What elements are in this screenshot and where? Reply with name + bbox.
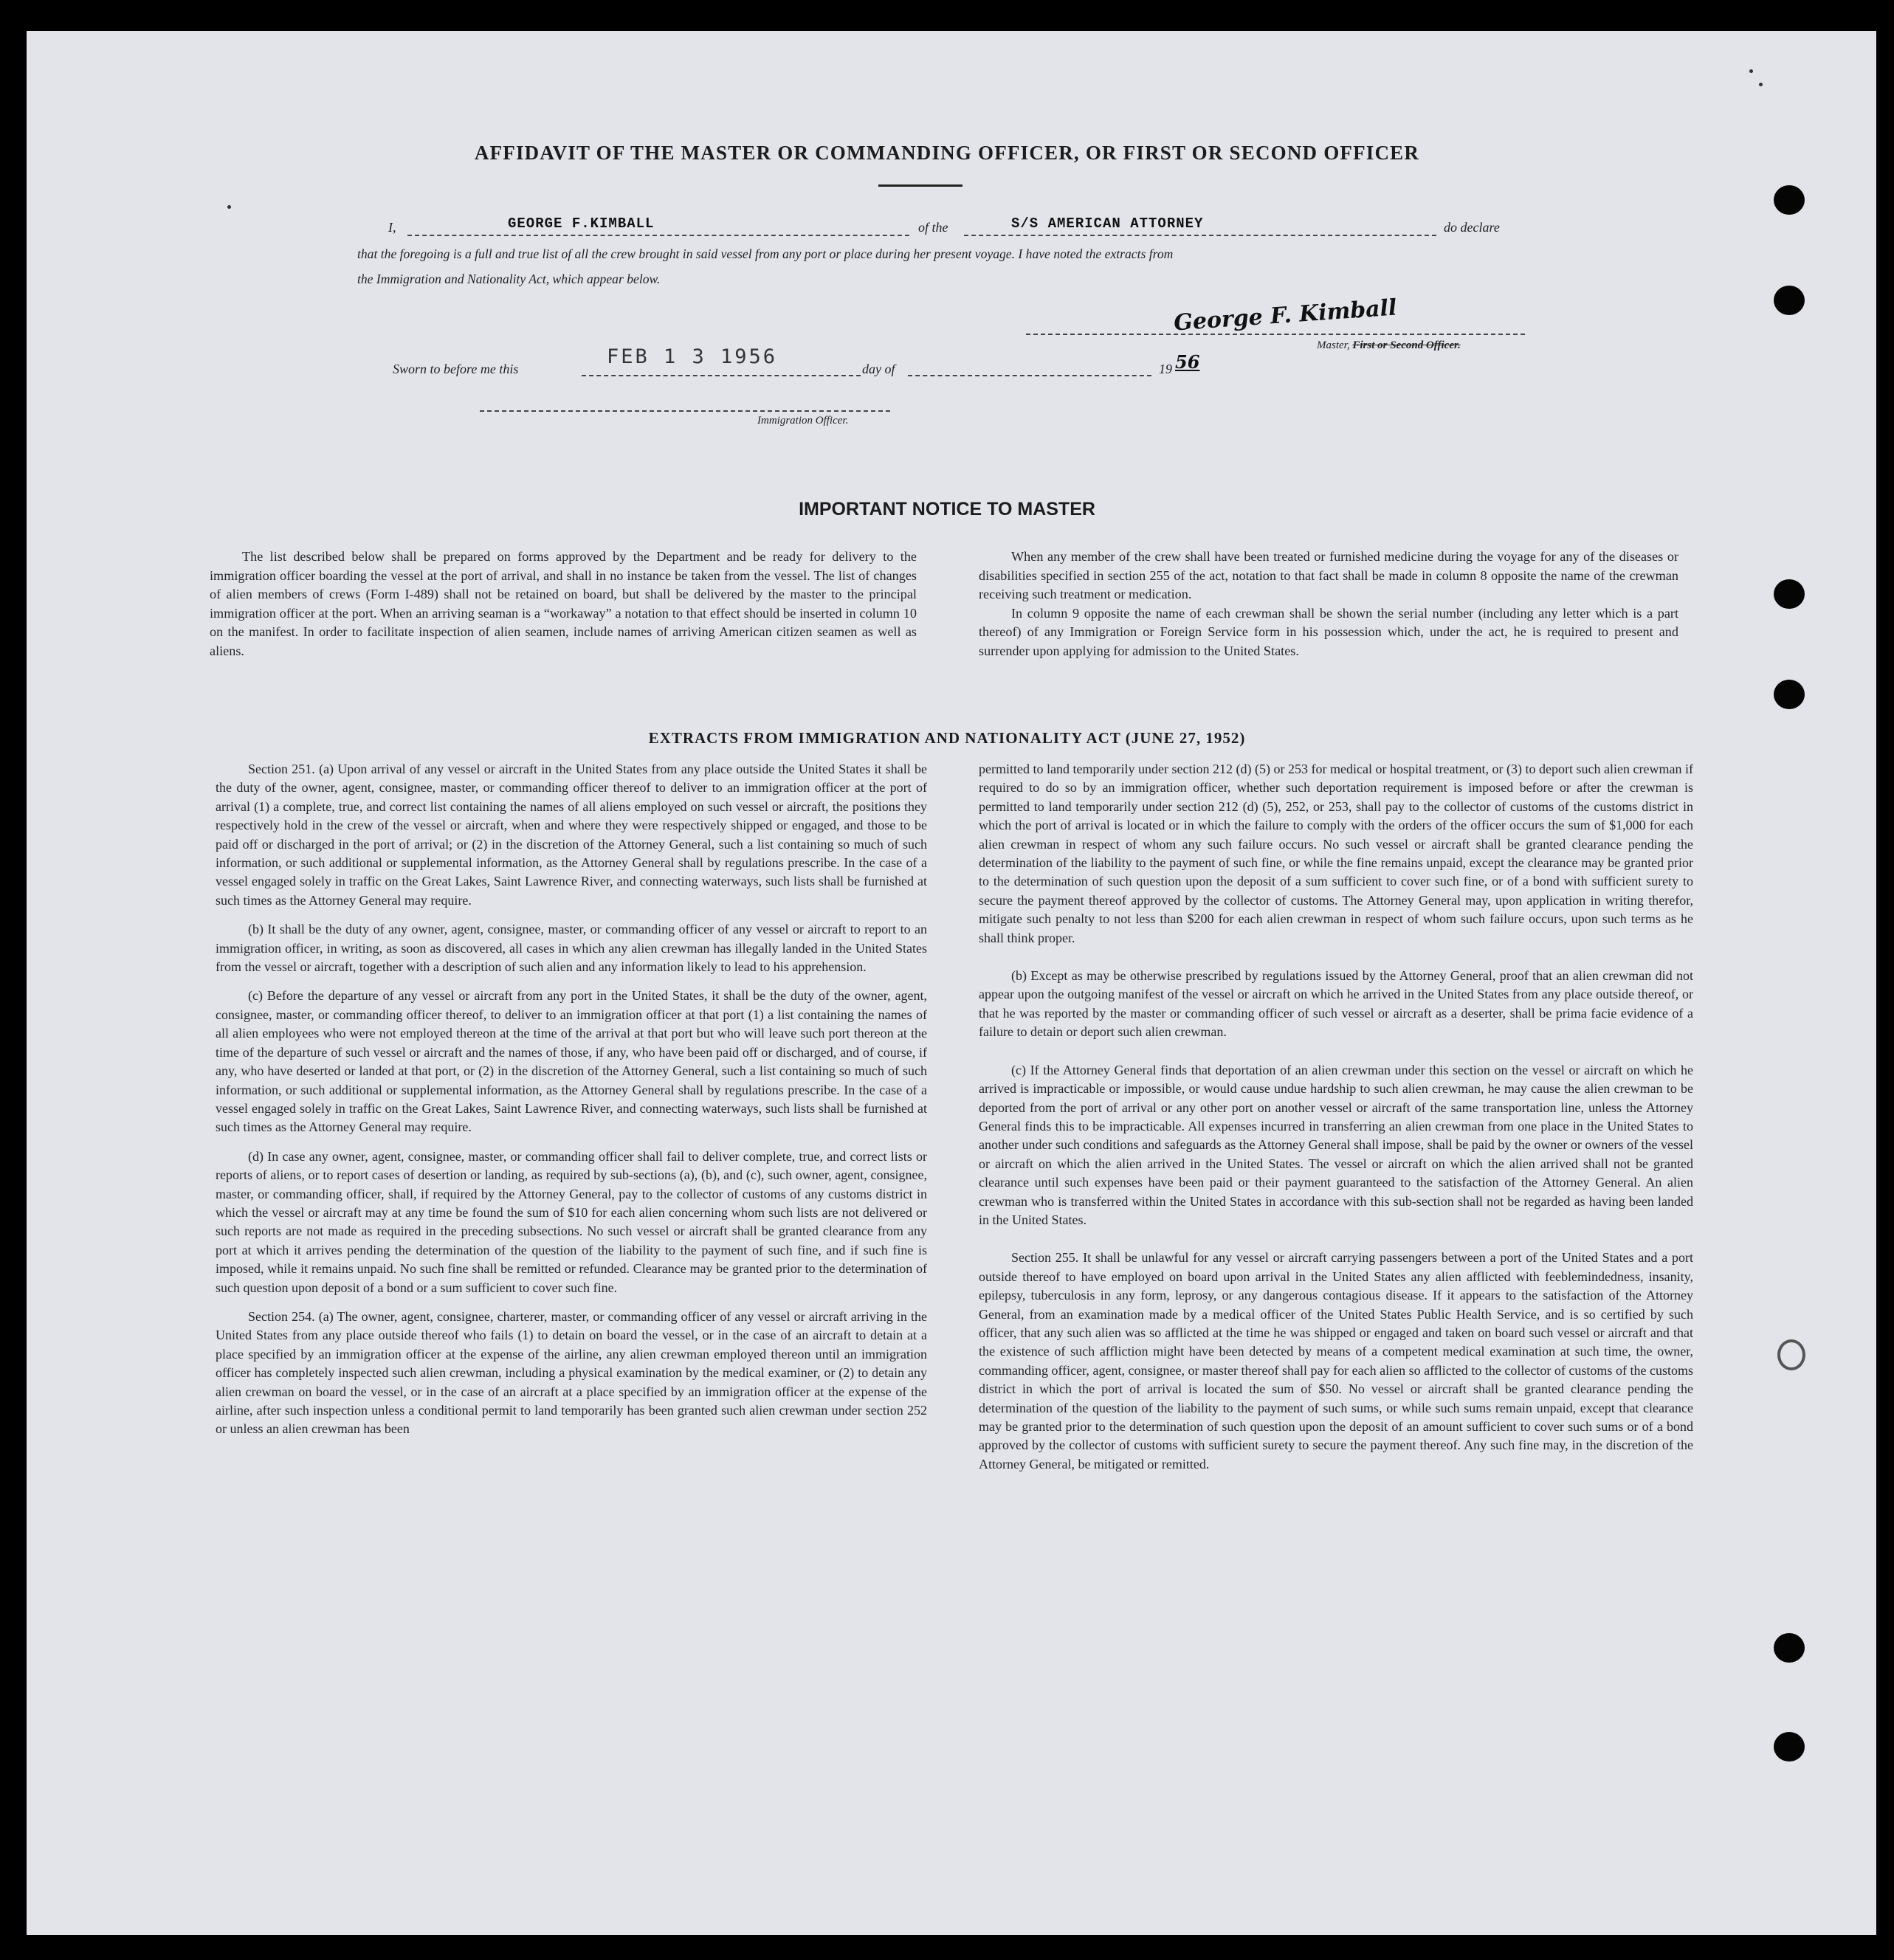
master-name-line (407, 235, 909, 236)
punch-hole-torn (1777, 1339, 1805, 1370)
sworn-date-line (582, 375, 861, 376)
punch-hole (1774, 579, 1805, 609)
affidavit-title: AFFIDAVIT OF THE MASTER OR COMMANDING OFFICER, OR FIRST OR SECOND OFFICER (474, 142, 1420, 164)
punch-hole (1774, 185, 1805, 215)
extracts-heading: EXTRACTS FROM IMMIGRATION AND NATIONALITY ACT (JUNE 27, 1952) (648, 729, 1246, 747)
master-signature: George F. Kimball (1173, 294, 1398, 337)
notice-left-column (210, 548, 917, 661)
notice-right-column (979, 548, 1678, 661)
section-251-c: (c) Before the departure of any vessel or aircraft from any port in the United States, it shall be the duty of the owner, agent, consignee, master, or commanding officer thereof, to deliver to an immigration officer at that port (1) a list containing the names of all alien employees who were not employed thereon at the time of the arrival at that port but who will leave such port thereon at the time of the departure of such vessel or aircraft and the names of those, if any, who have been paid off or discharged, and of course, if any, who have deserted or landed at that port, or (2) in the discretion of the Attorney General, such a list containing so much of such information, or such additional or supplemental information, as the Attorney General shall by regulations prescribe. In the case of a vessel engaged solely in traffic on the Great Lakes, Saint Lawrence River, and connecting waterways, such lists shall be furnished at such times as the Attorney General may require. (216, 988, 927, 1135)
extracts-right-column (979, 760, 1693, 1474)
declarant-label: I, (388, 220, 396, 235)
month-line (908, 375, 1151, 376)
notice-right-paragraph-1: When any member of the crew shall have been treated or furnished medicine during the voyage for any of the diseases or disabilities specified in section 255 of the act, notation to that fact shall be made in column 8 opposite the name of the crewman receiving such treatment or medication. (979, 549, 1678, 602)
section-254-b: (b) Except as may be otherwise prescribed by regulations issued by the Attorney General, proof that an alien crewman did not appear upon the outgoing manifest of the vessel or aircraft on which he arrived in the United States from any place outside thereof, or that he was reported by the master or commanding officer of such vessel or aircraft as a deserter, shall be prima facie evidence of a failure to detain or deport such alien crewman. (979, 968, 1693, 1040)
section-251-b: (b) It shall be the duty of any owner, agent, consignee, master, or commanding officer of any vessel or aircraft to report to an immigration officer, in writing, as soon as discovered, all cases in which any alien crewman has illegally landed in the United States from the vessel or aircraft, together with a description of such alien and any information likely to lead to his apprehension. (216, 922, 927, 975)
immigration-officer-label: Immigration Officer. (757, 415, 849, 427)
declaration-text-line2: the Immigration and Nationality Act, which appear below. (357, 272, 661, 286)
title-divider (878, 184, 963, 187)
signer-title (1317, 339, 1461, 352)
dust-speck (1759, 83, 1763, 86)
section-251-a: Section 251. (a) Upon arrival of any vessel or aircraft in the United States from any place outside the United States it shall be the duty of the owner, agent, consignee, master, or commanding officer thereof to deliver to an immigration officer at the port of arrival (1) a complete, true, and correct list containing the names of all aliens employed on such vessel or aircraft, the positions they respectively hold in the crew of the vessel or aircraft, when and where they were respectively shipped or engaged, and those to be paid off or discharged in the port of arrival; or (2) in the discretion of the Attorney General, such a list containing so much of such information, or such additional or supplemental information, as the Attorney General shall by regulations prescribe. In the case of a vessel engaged solely in traffic on the Great Lakes, Saint Lawrence River, and connecting waterways, such lists shall be furnished at such times as the Attorney General may require. (216, 762, 927, 908)
section-254-c: (c) If the Attorney General finds that deportation of an alien crewman under this section on the vessel or aircraft on which he arrived is impracticable or impossible, or would cause undue hardship to such alien crewman, he may cause the alien crewman to be deported from the port of arrival or any other port on another vessel or aircraft of the same transportation line, unless the Attorney General finds this to be impracticable. All expenses incurred in transferring an alien crewman from one place in the United States to another under such conditions and safeguards as the Attorney General shall impose, shall be paid by the owner or owners of the vessel or aircraft on which the alien arrived in the United States. The vessel or aircraft on which the alien arrived shall not be granted clearance until such expenses have been paid or their payment guaranteed to the satisfaction of the Attorney General. An alien crewman who is transferred within the United States in accordance with this sub-section shall not be regarded as having been landed in the United States. (979, 1062, 1693, 1227)
section-255: Section 255. It shall be unlawful for any vessel or aircraft carrying passengers between a port of the United States and a port outside thereof to have employed on board upon arrival in the United States any alien afflicted with feeblemindedness, insanity, epilepsy, tuberculosis in any form, leprosy, or any dangerous contagious disease. If it appears to the satisfaction of the Attorney General, from an examination made by a medical officer of the United States Public Health Service, and is so certified by such officer, that any such alien was so afflicted at the time he was shipped or engaged and taken on board such vessel or aircraft and that the existence of such affliction might have been detected by means of a competent medical examination at such time, the owner, commanding officer, agent, consignee, or master thereof shall pay for each alien so afflicted to the collector of customs of the customs district in which the port of arrival is located the sum of $50. No vessel or aircraft shall be granted clearance pending the determination of the question of the liability to the payment of such sums, or while such sums remain unpaid, except that clearance may be granted prior to the determination of such question upon the deposit of an amount sufficient to cover such sums or of a bond approved by the collector of customs with sufficient surety to secure the payment thereof. Any such fine may, in the discretion of the Attorney General, be mitigated or remitted. (979, 1250, 1693, 1471)
section-254-a: Section 254. (a) The owner, agent, consignee, charterer, master, or commanding officer of any vessel or aircraft arriving in the United States from any place outside thereof who fails (1) to detain on board the vessel, or in the case of an aircraft to detain at a place specified by an immigration officer at the expense of the airline, any alien crewman employed thereon until an immigration officer has completely inspected such alien crewman, including a physical examination by the medical examiner, or (2) to detain any alien crewman on board the vessel, or in the case of an aircraft at a place specified by an immigration officer at the expense of the airline, after such inspection unless a conditional permit to land temporarily has been granted such alien crewman under section 252 or unless an alien crewman has been (216, 1308, 927, 1437)
section-251-d: (d) In case any owner, agent, consignee, master, or commanding officer shall fail to deliver complete, true, and correct lists or reports of aliens, or to report cases of desertion or landing, as required by sub-sections (a), (b), and (c), such owner, agent, consignee, master, or commanding officer, shall, if required by the Attorney General, pay to the collector of customs of any customs district in which the vessel or aircraft may at any time be found the sum of $10 for each alien concerning whom such lists are not delivered or such reports are not made as required in the preceding subsections. No such vessel or aircraft shall be granted clearance from any port at which it arrives pending the determination of the question of the liability to the payment of such fine, and if such fine is imposed, while it remains unpaid. No such fine shall be remitted or refunded. Clearance may be granted prior to the determination of such question upon deposit of a bond or a sum sufficient to cover such fine. (216, 1148, 927, 1295)
extracts-left-column (216, 760, 927, 1439)
vessel-name-line (964, 235, 1436, 236)
notice-left-paragraph: The list described below shall be prepared on forms approved by the Department and be ready for delivery to the immigration officer boarding the vessel at the port of arrival, and shall in no instance be taken from the vessel. The list of changes of alien members of crews (Form I-489) shall not be retained on board, but shall be delivered by the master to the principal immigration officer at the port. When an arriving seaman is a “workaway” a notation to that effect should be inserted in column 10 on the manifest. In order to facilitate inspection of alien seamen, include names of arriving American citizen seamen as well as aliens. (210, 549, 917, 658)
notice-heading: IMPORTANT NOTICE TO MASTER (799, 499, 1095, 520)
sworn-date-stamp: FEB 1 3 1956 (607, 345, 778, 368)
vessel-name-field[interactable]: S/S AMERICAN ATTORNEY (1011, 215, 1204, 232)
sworn-label: Sworn to before me this (393, 362, 519, 376)
year-prefix: 19 (1159, 362, 1172, 376)
punch-hole (1774, 1633, 1805, 1663)
punch-hole (1774, 286, 1805, 315)
of-the-label: of the (918, 220, 948, 235)
dust-speck (1749, 69, 1753, 73)
officer-signature-line (480, 410, 890, 412)
punch-hole (1774, 1732, 1805, 1761)
section-254-a-continued: permitted to land temporarily under section 212 (d) (5) or 253 for medical or hospital treatment, or (3) to deport such alien crewman if required to do so by an immigration officer, whether such deportation requirement is imposed before or after the crewman is permitted to land temporarily under section 212 (d) (5), 252, or 253, shall pay to the collector of customs of the customs district in which the port of arrival is located or in which the failure to comply with the orders of the officer occurs the sum of $1,000 for each alien crewman in respect of whom any such failure occurs. No such vessel or aircraft shall be granted clearance pending the determination of the liability to the payment of such fine, or while the fine remains unpaid, except the clearance may be granted prior to the determination of such question upon the deposit of a sum sufficient to cover such fine, or of a bond with sufficient surety to secure the payment thereof approved by the collector of customs. The Attorney General may, upon application in writing therefor, mitigate such penalty to not less than $200 for each alien crewman in respect of whom such failure occurs, upon such terms as he shall think proper. (979, 762, 1693, 945)
dust-speck (227, 205, 231, 209)
signer-title-master: Master, (1317, 339, 1350, 351)
signer-title-struck: First or Second Officer. (1352, 339, 1461, 351)
punch-hole (1774, 680, 1805, 709)
do-declare-label: do declare (1444, 220, 1500, 235)
day-of-label: day of (862, 362, 895, 376)
declaration-text-line1: that the foregoing is a full and true list of all the crew brought in said vessel from any port or place during her present voyage. I have noted the extracts from (357, 246, 1174, 261)
signature-line (1026, 334, 1525, 335)
notice-right-paragraph-2: In column 9 opposite the name of each crewman shall be shown the serial number (including any letter which is a part thereof) of any Immigration or Foreign Service form in his possession which, under the act, he is required to present and surrender upon applying for admission to the United States. (979, 605, 1678, 658)
year-suffix: 56 (1175, 351, 1200, 373)
master-name-field[interactable]: GEORGE F.KIMBALL (508, 215, 655, 232)
